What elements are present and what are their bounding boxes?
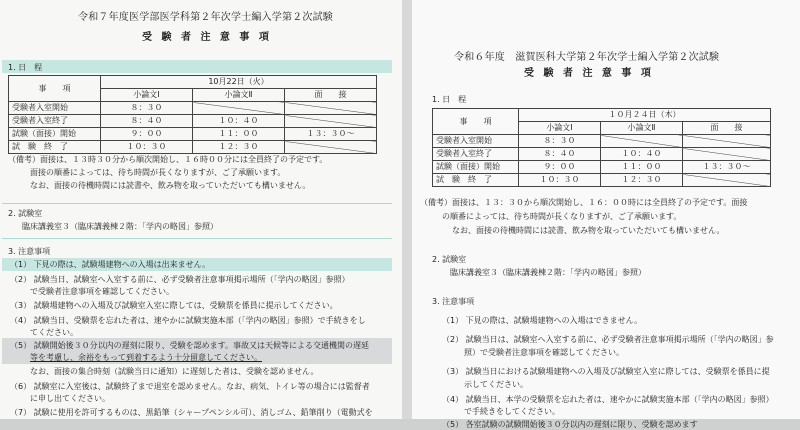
table-row: 受験者入室開始 ８：３０ [433, 135, 771, 148]
note-line: （備考）面接は、１３時３０分から順次開始し、１６時００分には全員終了の予定です。 [8, 155, 328, 164]
document-subtitle: 受 験 者 注 意 事 項 [142, 32, 272, 43]
col-interview: 面 接 [683, 122, 771, 135]
table-row: 試 験 終 了 １０：３０ １２：３０ [9, 141, 377, 154]
note-line: なお、面接の待機時間には読書、飲み物を取っていただいても構いません。 [452, 226, 725, 235]
room-text: 臨床講義室３（臨床講義棟２階：「学内の略図」参照） [22, 222, 218, 231]
document-subtitle: 受 験 者 注 意 事 項 [524, 68, 654, 79]
document-title: 令和７年度医学部医学科第２年次学士編入学第２次試験 [78, 12, 333, 23]
item-header: 事 項 [9, 76, 101, 102]
col-essay-2: 小論文Ⅱ [193, 89, 285, 102]
caution-line: （3） 試験当日における試験場建物への入場及び試験室入室に際しては、受験票を係員に提 [442, 367, 770, 376]
col-essay-1: 小論文Ⅰ [101, 89, 193, 102]
caution-line: （1） 下見の際は、試験場建物への入場は出来ません。 [10, 260, 211, 269]
highlight-band [2, 60, 392, 73]
caution-line: （7） 試験に使用を許可するものは、黒鉛筆（シャープペンシル可）、消しゴム、鉛筆削り（電動式を [10, 408, 373, 417]
schedule-heading: 1. 日 程 [8, 63, 43, 72]
schedule-table [8, 75, 377, 154]
table-row: 受験者入室開始 ８：３０ [9, 102, 377, 115]
caution-line: （2） 試験当日、試験室へ入室する前に、必ず受験者注意事項掲示場所（「学内の略図」参照） [10, 275, 350, 284]
note-line: （備考）面接は、１３：３０から順次開始し、１６：００時には全員終了の予定です。面接 [420, 198, 748, 207]
caution-line: 示してください。 [464, 380, 528, 389]
exam-date: １０月２４日（木） [519, 109, 771, 122]
room-text: 臨床講義室３（臨床講義棟２階：「学内の略図」参照） [450, 268, 646, 277]
caution-line: （4） 試験当日、受験票を忘れた者は、速やかに試験実施本部（「学内の略図」参照）で手続きをし [10, 316, 366, 325]
exam-date: 10月22日（火） [101, 76, 377, 89]
document-page-2024 [412, 0, 800, 429]
col-essay-2: 小論文Ⅱ [601, 122, 683, 135]
caution-line: 照）で受験者注意事項を確認してください。 [464, 348, 624, 357]
document-page-2025 [0, 0, 402, 419]
schedule-heading: 1. 日 程 [432, 95, 467, 104]
document-title: 令和６年度 滋賀医科大学第２年次学士編入学第２次試験 [454, 52, 720, 63]
note-line: 面接の順番によっては、待ち時間が長くなりますが、ご了承願います。 [30, 168, 286, 177]
caution-line: に申し出てください。 [30, 394, 110, 403]
room-heading: 2. 試験室 [432, 255, 467, 264]
page-divider [402, 0, 412, 419]
item-header: 事 項 [433, 109, 519, 135]
col-interview: 面 接 [285, 89, 377, 102]
caution-line: （1） 下見の際は、試験場建物への入場はできません。 [442, 316, 643, 325]
caution-line: （3） 試験場建物への入場及び試験室入室に際しては、受験票を係員に提示してください。 [10, 301, 338, 310]
schedule-table [432, 108, 771, 187]
caution-line: （2） 試験当日は、試験室へ入室する前に、必ず受験者注意事項掲示場所（「学内の略図」参 [442, 335, 774, 344]
table-row: 試験（面接）開始 ９：００ １１：００ １３：３０～ [433, 161, 771, 174]
caution-line: （4） 試験当日、本学の受験票を忘れた者は、速やかに試験実施本部（「学内の略図」参照） [442, 395, 774, 404]
col-essay-1: 小論文Ⅰ [519, 122, 601, 135]
caution-line: で手続きをしてください。 [464, 407, 560, 416]
note-line: なお、面接の待機時間には読書や、飲み物を取っていただいても構いません。 [30, 181, 311, 190]
table-row: 試 験 終 了 １０：３０ １２：３０ [433, 174, 771, 187]
room-heading: 2. 試験室 [8, 209, 43, 218]
table-row: 試験（面接）開始 ９：００ １１：００ １３：３０～ [9, 128, 377, 141]
caution-line: （5） 各室試験の試験開始後３０分以内の遅刻に限り、受験を認めます [442, 420, 698, 429]
caution-line: てください。 [30, 328, 78, 337]
caution-heading: 3. 注意事項 [432, 297, 475, 306]
caution-heading: 3. 注意事項 [8, 247, 51, 256]
caution-line: で受験者注意事項を確認してください。 [30, 287, 174, 296]
caution-line: なお、面接の集合時刻（試験当日に通知）に遅刻した者は、受験を認めません。 [30, 367, 319, 376]
caution-line: （5） 試験開始後３０分以内の遅刻に限り、受験を認めます。事故又は天候等による交通機関の遅延 [10, 341, 369, 350]
table-row: 受験者入室終了 ８：４０ １０：４０ [433, 148, 771, 161]
caution-line: 等を考慮し、余裕をもって到着するよう十分留意してください。 [30, 353, 262, 362]
table-row: 受験者入室終了 ８：４０ １０：４０ [9, 115, 377, 128]
note-line: の順番によっては、待ち時間が長くなりますが、ご了承願います。 [442, 212, 682, 221]
caution-line: （6） 試験室に入室後は、試験終了まで退室を認めません。なお、病気、トイレ等の場合には監督者 [10, 382, 370, 391]
